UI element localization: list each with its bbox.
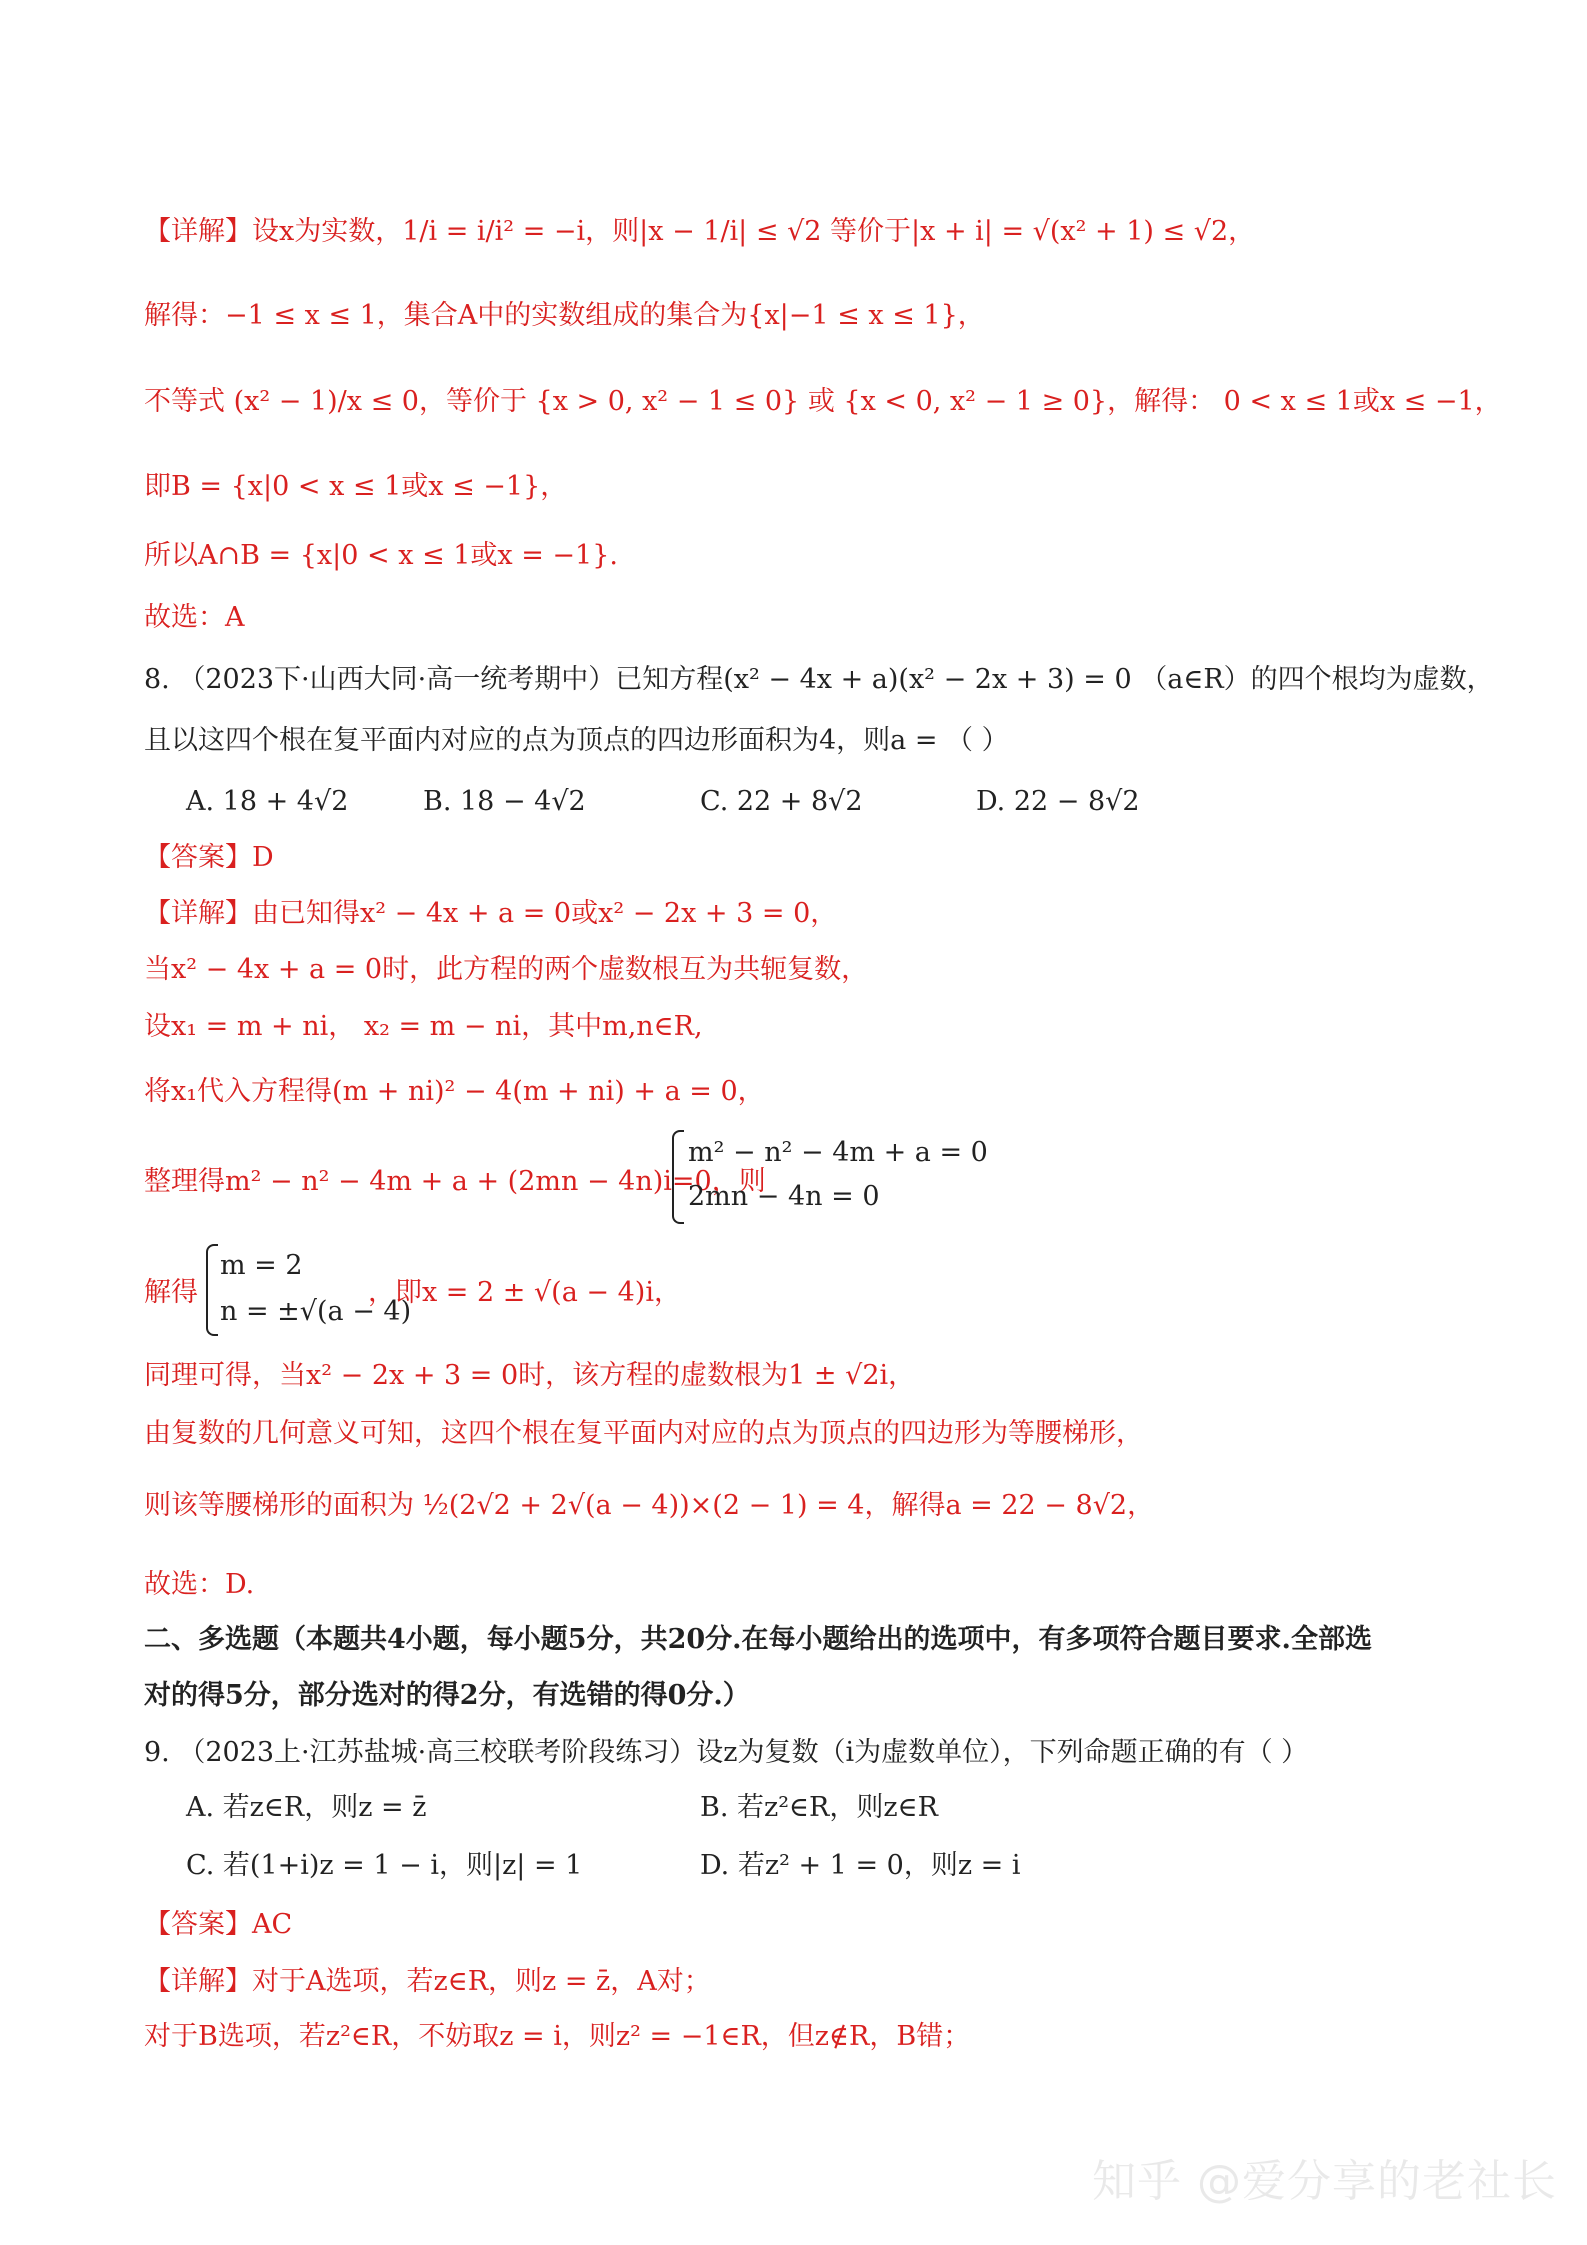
- equation-system-brace: [672, 1130, 684, 1224]
- system-equation: 2mn − 4n = 0: [688, 1181, 880, 1212]
- option-a: A. 18 + 4√2: [186, 786, 349, 817]
- solution-line: 由复数的几何意义可知，这四个根在复平面内对应的点为顶点的四边形为等腰梯形，: [144, 1418, 1143, 1449]
- solution-line: 所以A∩B = {x|0 < x ≤ 1或x = −1}.: [144, 540, 618, 571]
- option-d: D. 若z² + 1 = 0，则z = i: [700, 1850, 1021, 1881]
- solution-line: 【详解】对于A选项，若z∈R，则z = z̄，A对；: [144, 1966, 711, 1997]
- equation-system-brace: [206, 1244, 218, 1336]
- option-d: D. 22 − 8√2: [976, 786, 1140, 817]
- solution-line: 【详解】由已知得x² − 4x + a = 0或x² − 2x + 3 = 0，: [144, 898, 838, 929]
- answer-label: 【答案】D: [144, 842, 274, 873]
- option-c: C. 若(1+i)z = 1 − i，则|z| = 1: [186, 1850, 583, 1881]
- question-9-stem: 9. （2023上·江苏盐城·高三校联考阶段练习）设z为复数（i为虚数单位），下列命题正确的有（ ）: [144, 1737, 1309, 1768]
- solution-line: 整理得m² − n² − 4m + a + (2mn − 4n)i=0，则: [144, 1166, 766, 1197]
- solution-line: 不等式 (x² − 1)/x ≤ 0，等价于 {x > 0, x² − 1 ≤ 0} 或 {x < 0, x² − 1 ≥ 0}，解得： 0 < x ≤ 1或x ≤ −1，: [144, 386, 1502, 417]
- section-heading: 二、多选题（本题共4小题，每小题5分，共20分.在每小题给出的选项中，有多项符合题目要求.全部选: [144, 1624, 1372, 1655]
- section-heading: 对的得5分，部分选对的得2分，有选错的得0分.）: [144, 1680, 750, 1711]
- question-8-stem: 且以这四个根在复平面内对应的点为顶点的四边形面积为4，则a = （ ）: [144, 725, 1009, 756]
- answer-label: 【答案】AC: [144, 1909, 293, 1940]
- option-a: A. 若z∈R，则z = z̄: [186, 1792, 427, 1823]
- solution-line: 【详解】设x为实数，1/i = i/i² = −i，则|x − 1/i| ≤ √2 等价于|x + i| = √(x² + 1) ≤ √2，: [144, 216, 1256, 247]
- system-equation: m = 2: [220, 1250, 303, 1281]
- solution-line: ，即x = 2 ± √(a − 4)i，: [368, 1277, 681, 1308]
- solution-line: 将x₁代入方程得(m + ni)² − 4(m + ni) + a = 0，: [144, 1076, 765, 1107]
- option-c: C. 22 + 8√2: [700, 786, 863, 817]
- solution-line: 解得：−1 ≤ x ≤ 1，集合A中的实数组成的集合为{x|−1 ≤ x ≤ 1}，: [144, 300, 985, 331]
- solution-line: 故选：D.: [144, 1569, 255, 1600]
- option-b: B. 18 − 4√2: [423, 786, 586, 817]
- solution-line: 当x² − 4x + a = 0时，此方程的两个虚数根互为共轭复数，: [144, 954, 869, 985]
- solution-line: 则该等腰梯形的面积为 ½(2√2 + 2√(a − 4))×(2 − 1) = 4，解得a = 22 − 8√2，: [144, 1490, 1155, 1521]
- system-equation: n = ±√(a − 4): [220, 1296, 412, 1327]
- solution-line: 对于B选项，若z²∈R，不妨取z = i，则z² = −1∈R，但z∉R，B错；: [144, 2021, 971, 2052]
- option-b: B. 若z²∈R，则z∈R: [700, 1792, 938, 1823]
- solution-line: 故选：A: [144, 602, 245, 633]
- system-equation: m² − n² − 4m + a = 0: [688, 1137, 988, 1168]
- watermark: 知乎 @爱分享的老社长: [1092, 2156, 1557, 2207]
- question-8-stem: 8. （2023下·山西大同·高一统考期中）已知方程(x² − 4x + a)(x² − 2x + 3) = 0 （a∈R）的四个根均为虚数，: [144, 664, 1494, 695]
- solution-line: 解得: [144, 1277, 198, 1308]
- solution-line: 设x₁ = m + ni， x₂ = m − ni，其中m,n∈R,: [144, 1011, 703, 1042]
- solution-line: 即B = {x|0 < x ≤ 1或x ≤ −1}，: [144, 471, 568, 502]
- solution-line: 同理可得，当x² − 2x + 3 = 0时，该方程的虚数根为1 ± √2i，: [144, 1360, 916, 1391]
